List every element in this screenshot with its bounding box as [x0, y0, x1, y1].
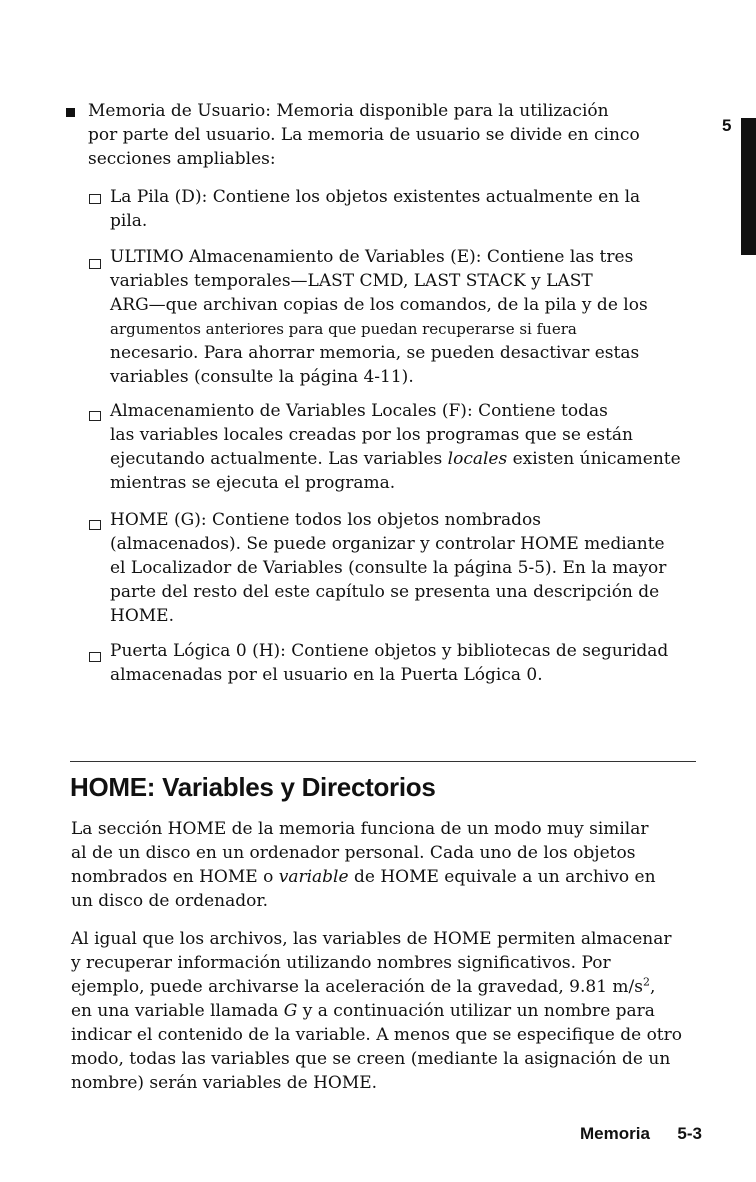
chapter-tab-number: 5 [722, 116, 732, 135]
paragraph-home-intro [71, 817, 656, 913]
text-line: indicar el contenido de la variable. A menos que se especifique de otro [71, 1025, 682, 1045]
text-line: ULTIMO Almacenamiento de Variables (E): Contiene las tres [110, 247, 634, 267]
text-line: Almacenamiento de Variables Locales (F): Contiene todas [110, 401, 608, 421]
list-item-home [110, 508, 666, 628]
chapter-tab-bar [741, 118, 756, 255]
text-line: y recuperar información utilizando nombres significativos. Por [71, 953, 611, 973]
list-item-pila [110, 185, 640, 233]
text-line: almacenadas por el usuario en la Puerta Lógica 0. [110, 665, 543, 685]
text-line: Memoria de Usuario: Memoria disponible para la utilización [88, 101, 609, 121]
bullet-square-outline-icon [89, 259, 101, 269]
paragraph-variables [71, 927, 682, 1095]
text-line: nombre) serán variables de HOME. [71, 1073, 378, 1093]
text-line [110, 447, 681, 471]
text-run: ejemplo, puede archivarse la aceleración de la gravedad, 9.81 m/s [71, 977, 643, 997]
text-line: el Localizador de Variables (consulte la página 5-5). En la mayor [110, 558, 667, 578]
bullet-square-filled-icon [66, 108, 75, 117]
text-line: (almacenados). Se puede organizar y controlar HOME mediante [110, 534, 665, 554]
text-line: HOME (G): Contiene todos los objetos nombrados [110, 510, 541, 530]
text-line: modo, todas las variables que se creen (mediante la asignación de un [71, 1049, 671, 1069]
emphasis-variable: variable [278, 867, 349, 887]
bullet-square-outline-icon [89, 652, 101, 662]
bullet-square-outline-icon [89, 411, 101, 421]
text-line [71, 865, 656, 889]
text-line [71, 999, 682, 1023]
text-line: las variables locales creadas por los programas que se están [110, 425, 633, 445]
text-line: al de un disco en un ordenador personal. Cada uno de los objetos [71, 843, 636, 863]
superscript: 2 [643, 975, 650, 989]
text-line: La sección HOME de la memoria funciona de un modo muy similar [71, 819, 649, 839]
section-heading: HOME: Variables y Directorios [70, 772, 436, 802]
list-item-locales [110, 399, 681, 495]
text-line: secciones ampliables: [88, 149, 276, 169]
text-line: HOME. [110, 606, 174, 626]
text-run: en una variable llamada [71, 1001, 284, 1021]
intro-paragraph [88, 99, 640, 171]
text-run: y a continuación utilizar un nombre para [297, 1001, 655, 1021]
text-run: existen únicamente [507, 449, 681, 469]
text-line: necesario. Para ahorrar memoria, se pueden desactivar estas [110, 343, 640, 363]
page-footer [580, 1124, 702, 1144]
text-run: de HOME equivale a un archivo en [348, 867, 656, 887]
text-line: Puerta Lógica 0 (H): Contiene objetos y bibliotecas de seguridad [110, 641, 669, 661]
text-line: pila. [110, 211, 148, 231]
footer-page-number: 5-3 [677, 1124, 702, 1143]
text-line: La Pila (D): Contiene los objetos existentes actualmente en la [110, 187, 641, 207]
text-line: variables (consulte la página 4-11). [110, 367, 414, 387]
text-line: un disco de ordenador. [71, 891, 269, 911]
footer-chapter-title: Memoria [580, 1124, 650, 1143]
emphasis-locales: locales [447, 449, 508, 469]
text-run: nombrados en HOME o [71, 867, 279, 887]
text-line: parte del resto del este capítulo se presenta una descripción de [110, 582, 660, 602]
list-item-puerta-logica [110, 639, 668, 687]
bullet-square-outline-icon [89, 194, 101, 204]
text-line [71, 975, 682, 999]
bullet-square-outline-icon [89, 520, 101, 530]
text-line: variables temporales—LAST CMD, LAST STACK y LAST [110, 271, 593, 291]
text-run: ejecutando actualmente. Las variables [110, 449, 448, 469]
section-divider [70, 761, 696, 762]
text-line: argumentos anteriores para que puedan recuperarse si fuera [110, 320, 577, 338]
text-line: ARG—que archivan copias de los comandos, de la pila y de los [110, 295, 648, 315]
text-line: mientras se ejecuta el programa. [110, 473, 396, 493]
emphasis-g: G [283, 1001, 298, 1021]
text-line: por parte del usuario. La memoria de usuario se divide en cinco [88, 125, 640, 145]
text-line: Al igual que los archivos, las variables de HOME permiten almacenar [71, 929, 672, 949]
text-run: , [650, 977, 656, 997]
list-item-ultimo [110, 245, 648, 389]
